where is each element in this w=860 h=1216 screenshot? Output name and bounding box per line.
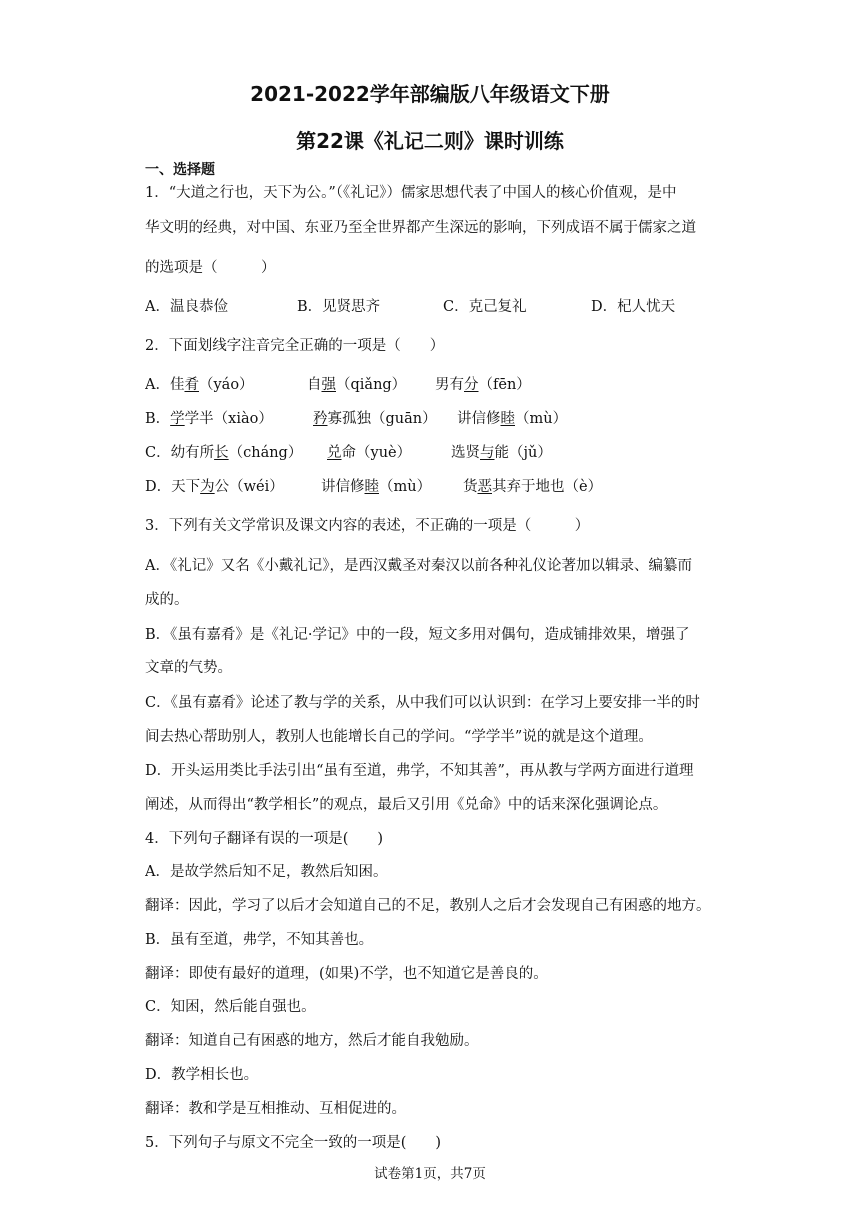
section-heading: 一、选择题 (145, 162, 215, 178)
q4-option-a: A．是故学然后知不足，教然后知困。 (145, 864, 388, 880)
q3-option-a-line-2: 成的。 (145, 592, 189, 608)
q2-c-item-3: 选贤与能（jǔ） (451, 445, 552, 461)
q2-stem: 2．下面划线字注音完全正确的一项是（ ） (145, 338, 445, 354)
q4-stem: 4．下列句子翻译有误的一项是( ) (145, 831, 384, 847)
q1-stem-line-1: 1．“大道之行也，天下为公。”（《礼记》）儒家思想代表了中国人的核心价值观，是中 (145, 185, 677, 201)
q1-option-b: B．见贤思齐 (297, 299, 381, 315)
q1-stem-line-3: 的选项是（ ） (145, 260, 276, 276)
q2-d-item-2: 讲信修睦（mù） (321, 479, 432, 495)
q2-option-d (145, 477, 720, 497)
q2-b-item-3: 讲信修睦（mù） (457, 411, 568, 427)
q1-options (145, 297, 720, 317)
q4-option-b: B．虽有至道，弗学，不知其善也。 (145, 932, 374, 948)
q3-stem: 3．下列有关文学常识及课文内容的表述，不正确的一项是（ ） (145, 518, 590, 534)
q4-option-b-translation: 翻译：即使有最好的道理，(如果)不学，也不知道它是善良的。 (145, 966, 548, 982)
q1-option-c: C．克己复礼 (443, 299, 527, 315)
q3-option-c-line-2: 间去热心帮助别人，教别人也能增长自己的学问。“学学半”说的就是这个道理。 (145, 729, 653, 745)
q2-a-item-1: A．佳肴（yáo） (145, 377, 254, 393)
q3-option-b-line-1: B．《虽有嘉肴》是《礼记·学记》中的一段，短文多用对偶句，造成铺排效果，增强了 (145, 627, 690, 643)
q2-option-c (145, 443, 720, 463)
q2-a-item-3: 男有分（fēn） (435, 377, 531, 393)
q2-b-item-1: B．学学半（xiào） (145, 411, 273, 427)
q4-option-c-translation: 翻译：知道自己有困惑的地方，然后才能自我勉励。 (145, 1033, 479, 1049)
q2-a-item-2: 自强（qiǎng） (307, 377, 407, 393)
q2-c-item-2: 兑命（yuè） (327, 445, 412, 461)
q2-c-item-1: C．幼有所长（cháng） (145, 445, 303, 461)
title-line-2: 第22课《礼记二则》课时训练 (296, 129, 564, 153)
q2-d-item-1: D．天下为公（wéi） (145, 479, 284, 495)
q2-b-item-2: 矜寡孤独（guān） (313, 411, 437, 427)
q4-option-d: D．教学相长也。 (145, 1067, 259, 1083)
q3-option-c-line-1: C．《虽有嘉肴》论述了教与学的关系，从中我们可以认识到：在学习上要安排一半的时 (145, 695, 700, 711)
q4-option-d-translation: 翻译：教和学是互相推动、互相促进的。 (145, 1101, 406, 1117)
q2-option-a (145, 375, 720, 395)
q1-stem-line-2: 华文明的经典，对中国、东亚乃至全世界都产生深远的影响，下列成语不属于儒家之道 (145, 220, 696, 236)
q3-option-a-line-1: A．《礼记》又名《小戴礼记》，是西汉戴圣对秦汉以前各种礼仪论著加以辑录、编纂而 (145, 558, 692, 574)
q3-option-d-line-1: D．开头运用类比手法引出“虽有至道，弗学，不知其善”，再从教与学两方面进行道理 (145, 763, 694, 779)
q2-d-item-3: 货恶其弃于地也（è） (463, 479, 603, 495)
q5-stem: 5．下列句子与原文不完全一致的一项是( ) (145, 1135, 442, 1151)
q2-option-b (145, 409, 720, 429)
q1-option-a: A．温良恭俭 (145, 299, 228, 315)
q3-option-b-line-2: 文章的气势。 (145, 660, 232, 676)
title-line-1: 2021-2022学年部编版八年级语文下册 (250, 82, 610, 106)
q1-option-d: D．杞人忧天 (591, 299, 676, 315)
q4-option-c: C．知困，然后能自强也。 (145, 999, 316, 1015)
q4-option-a-translation: 翻译：因此，学习了以后才会知道自己的不足，教别人之后才会发现自己有困惑的地方。 (145, 898, 711, 914)
q3-option-d-line-2: 阐述，从而得出“教学相长”的观点，最后又引用《兑命》中的话来深化强调论点。 (145, 797, 668, 813)
page-footer: 试卷第1页，共7页 (374, 1166, 486, 1182)
